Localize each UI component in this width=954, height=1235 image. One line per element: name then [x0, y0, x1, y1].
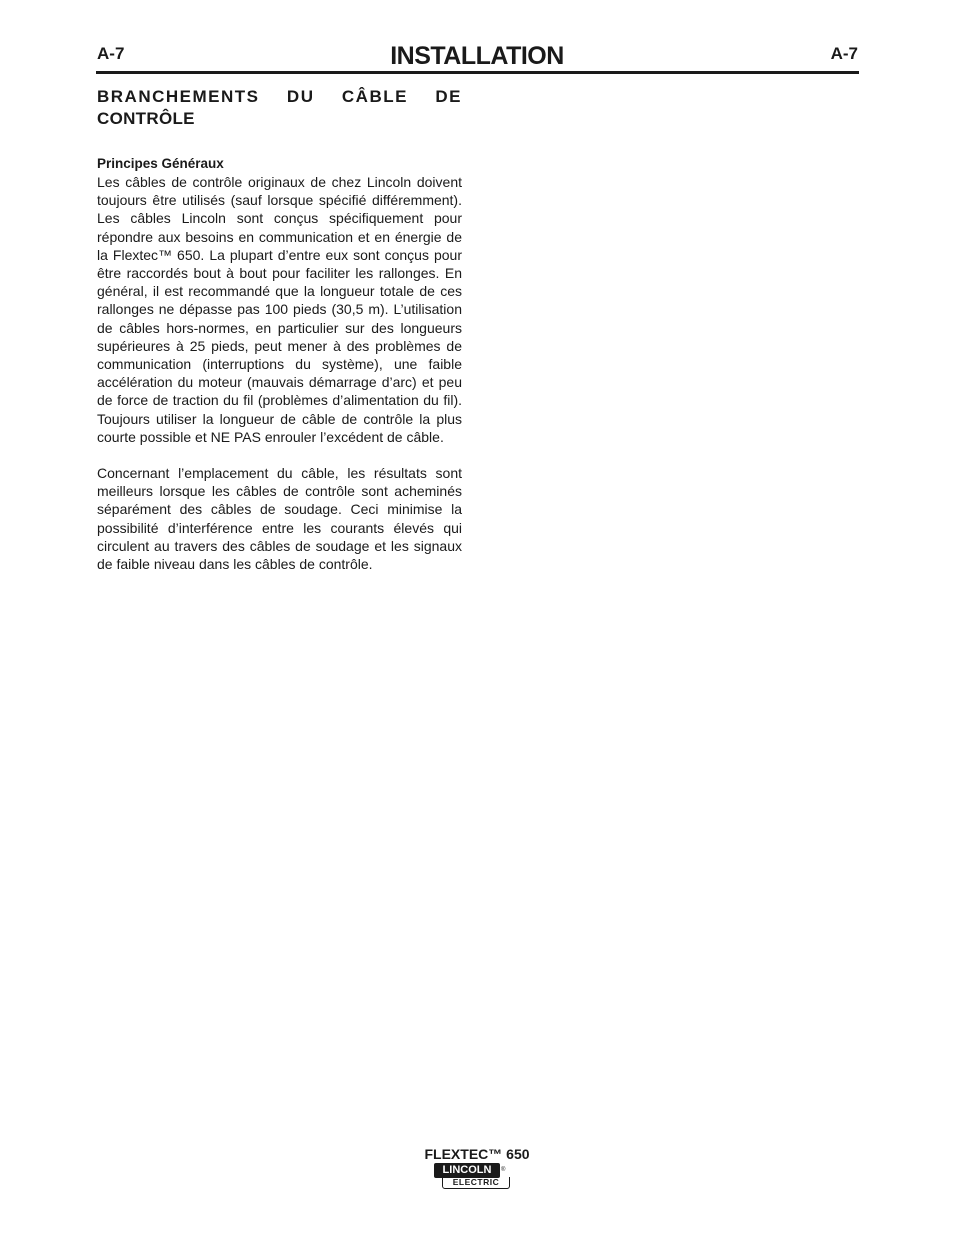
section-title-line2: CONTRÔLE	[97, 109, 195, 128]
main-column	[97, 86, 462, 573]
logo-bottom-text: ELECTRIC	[442, 1177, 510, 1189]
lincoln-electric-logo	[434, 1163, 512, 1191]
page-title: INSTALLATION	[390, 42, 564, 70]
body-paragraph: Les câbles de contrôle originaux de chez Lincoln doivent toujours être utilisés (sauf lorsque spécifié différemment). Les câbles Lincoln sont conçus spécifiquement pour répondre aux besoins en communication et en énergie de la Flextec™ 650. La plupart d’entre eux sont conçus pour être raccordés bout à bout pour faciliter les rallonges. En général, il est recommandé que la longueur totale de ces rallonges ne dépasse pas 100 pieds (30,5 m). L’utilisation de câbles hors-normes, en particulier sur des longueurs supérieures à 25 pieds, peut mener à des problèmes de communication (interruptions du système), une faible accélération du moteur (mauvais démarrage d’arc) et peu de force de traction du fil (problèmes d’alimentation du fil). Toujours utiliser la longueur de câble de contrôle la plus courte possible et NE PAS enrouler l’excédent de câble.	[97, 174, 462, 445]
logo-registered-mark: ®	[501, 1167, 506, 1173]
logo-top-text: LINCOLN	[434, 1163, 500, 1178]
page-code-left: A-7	[97, 44, 125, 63]
body-paragraph: Concernant l’emplacement du câble, les résultats sont meilleurs lorsque les câbles de contrôle sont acheminés séparément des câbles de soudage. Ceci minimise la possibilité d’interférence entre les courants élevés qui circulent au travers des câbles de soudage et les signaux de faible niveau dans les câbles de contrôle.	[97, 465, 462, 573]
footer-model: FLEXTEC™ 650	[424, 1146, 530, 1162]
header-rule	[96, 71, 859, 74]
section-title-line1: BRANCHEMENTS DU CÂBLE DE	[97, 87, 462, 106]
section-title	[97, 86, 462, 130]
page-code-right: A-7	[830, 44, 858, 63]
subheading: Principes Généraux	[97, 156, 224, 171]
